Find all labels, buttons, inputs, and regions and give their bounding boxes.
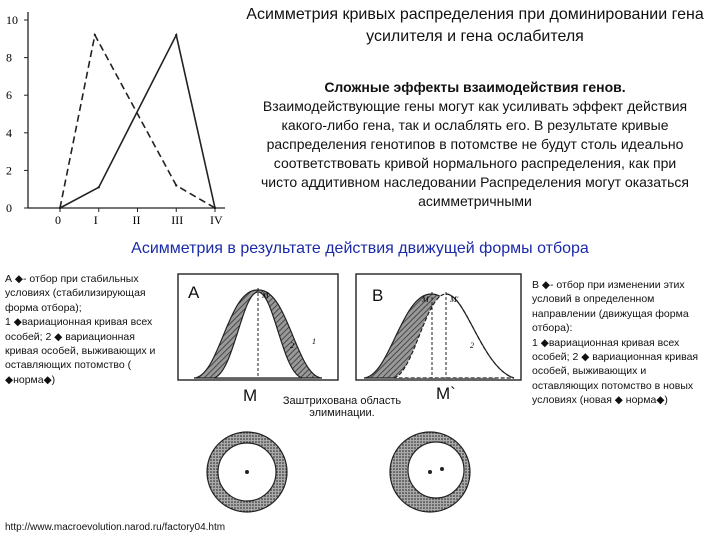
panel-a-curve-1-mark: 1 [312,337,316,346]
series-2-point [59,207,61,209]
panel-b-m-mark: М [422,295,429,304]
series-2-point [98,186,100,188]
series-1-point [94,34,96,36]
section-title: Асимметрия в результате действия движущей формы отбора [131,240,589,257]
ring-b-center-2 [440,467,444,471]
shaded-caption: Заштрихована область элиминации. [282,395,402,419]
panel-a-m-mark: М [262,291,269,300]
ring-b-inner [408,442,464,498]
panel-a-m-label: М [243,386,258,405]
x-tick-label: 0 [55,213,61,227]
description-heading: Сложные эффекты взаимодействия генов. [324,79,626,95]
x-tick-label: III [171,213,184,227]
series-2-point [175,34,177,36]
panel-b-m2-mark: М' [450,295,459,304]
ring-b-center-1 [428,470,432,474]
right-explanation: В ◆- отбор при изменении этих условий в определенном направлении (движущая форма отбора): 1 ◆вариационная кривая всех особей; 2 ◆ вариационная кривая особей, выживающих и оставляющих потомство в новых условиях (новая ◆ норма◆) [532,279,699,407]
series-2-point [214,207,216,209]
y-tick-label: 6 [6,88,12,103]
source-url: http://www.macroevolution.narod.ru/factory04.htm [5,522,226,533]
x-tick-label: I [93,213,98,227]
y-tick-label: 4 [6,125,12,140]
panel-b-curve-2-mark: 2 [470,341,474,350]
series-line-2 [60,35,215,208]
y-tick-label: 2 [6,163,12,178]
page-title: Асимметрия кривых распределения при доминировании гена усилителя и гена ослабителя [246,6,704,45]
description-body: Взаимодействующие гены могут как усиливать эффект действия какого-либо гена, так и ослаблять его. В результате кривые распределения генотипов в потомстве не будут столь идеально соответствовать кривой нормального распределения, как при чисто аддитивном наследовании Распределения могут оказаться асимметричными [261,98,689,209]
ring-b-diagram [378,420,483,525]
distribution-chart [0,0,235,235]
panel-a-curve-2-mark: 2 [290,341,294,350]
description [255,78,695,211]
x-tick-label: II [132,213,141,227]
series-line-1 [60,35,215,208]
panel-a-label: А [188,283,200,302]
panel-b-label: В [372,286,384,305]
ring-a-center [245,470,249,474]
panel-b-m-label: М` [436,384,456,403]
chart-layer [6,12,225,227]
x-tick-label: IV [210,213,223,227]
ring-a-diagram [195,420,300,525]
y-tick-label: 8 [6,50,12,65]
left-explanation: А ◆- отбор при стабильных условиях (стабилизирующая форма отбора); 1 ◆вариационная кривая всех особей; 2 ◆ вариационная кривая особей, выживающих и оставляющих потомство ( ◆норма◆) [5,273,156,386]
y-tick-label: 10 [6,13,18,27]
y-tick-label: 0 [6,201,12,215]
series-1-point [175,184,177,186]
